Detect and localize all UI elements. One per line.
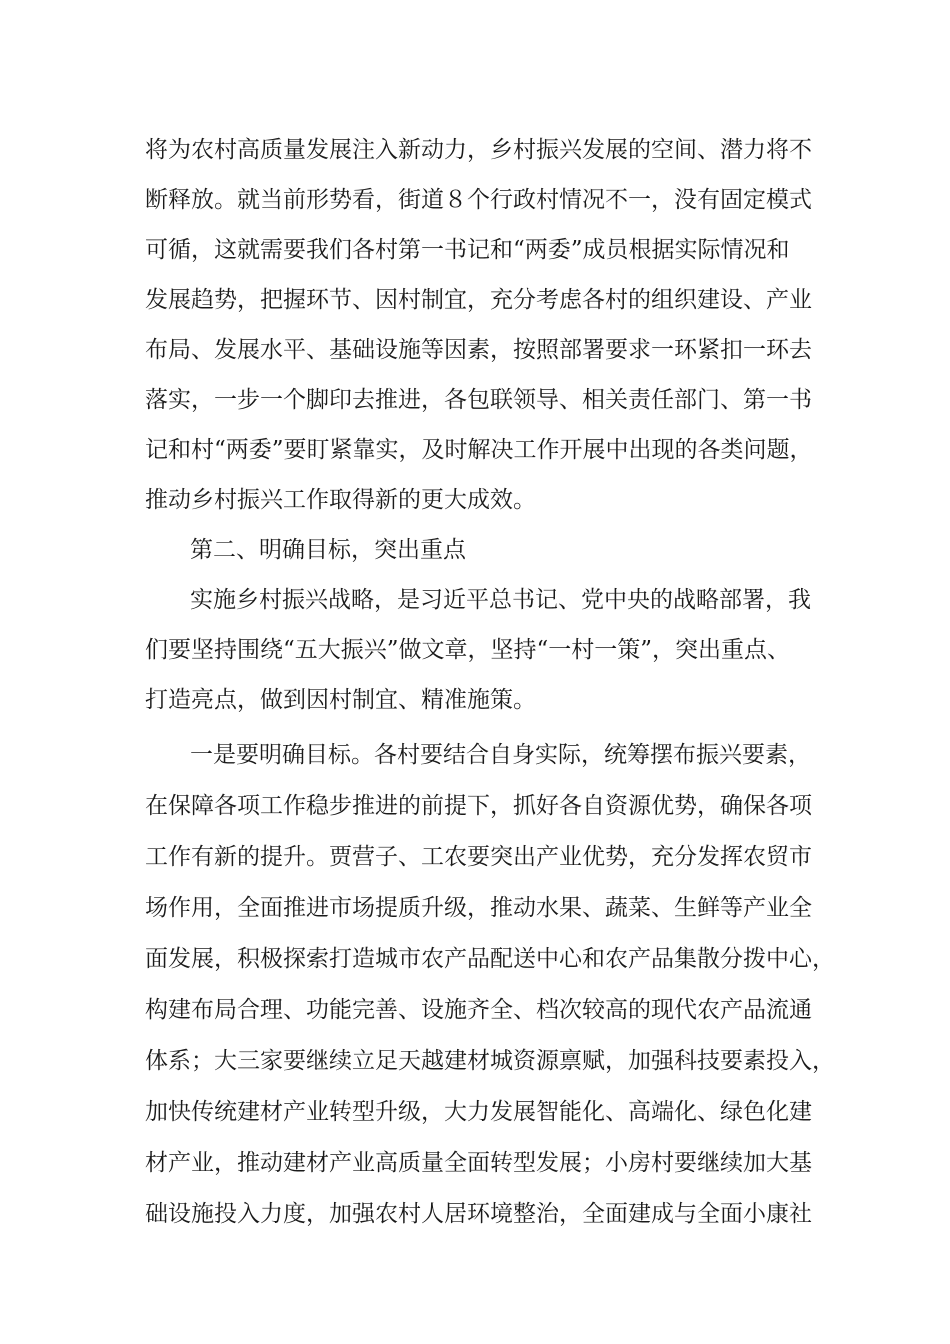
text-line: 一是要明确目标。各村要结合自身实际，统筹摆布振兴要素， bbox=[190, 742, 811, 768]
text-line: 加快传统建材产业转型升级，大力发展智能化、高端化、绿色化建 bbox=[145, 1099, 812, 1125]
text-line: 们要坚持围绕“五大振兴”做文章，坚持“一村一策”，突出重点、 bbox=[145, 637, 791, 663]
text-line: 记和村“两委”要盯紧靠实，及时解决工作开展中出现的各类问题， bbox=[145, 437, 813, 463]
text-line: 可循，这就需要我们各村第一书记和“两委”成员根据实际情况和 bbox=[145, 237, 790, 263]
text-line: 布局、发展水平、基础设施等因素，按照部署要求一环紧扣一环去 bbox=[145, 337, 812, 363]
text-line: 打造亮点，做到因村制宜、精准施策。 bbox=[145, 687, 536, 713]
text-line: 体系；大三家要继续立足天越建材城资源禀赋，加强科技要素投入， bbox=[145, 1048, 835, 1074]
text-line: 面发展，积极探索打造城市农产品配送中心和农产品集散分拨中心， bbox=[145, 946, 835, 972]
text-line: 发展趋势，把握环节、因村制宜，充分考虑各村的组织建设、产业 bbox=[145, 287, 812, 313]
text-line: 推动乡村振兴工作取得新的更大成效。 bbox=[145, 487, 536, 513]
text-line: 在保障各项工作稳步推进的前提下，抓好各自资源优势，确保各项 bbox=[145, 793, 812, 819]
text-line: 场作用，全面推进市场提质升级，推动水果、蔬菜、生鲜等产业全 bbox=[145, 895, 812, 921]
text-line: 构建布局合理、功能完善、设施齐全、档次较高的现代农产品流通 bbox=[145, 997, 812, 1023]
text-line: 工作有新的提升。贾营子、工农要突出产业优势，充分发挥农贸市 bbox=[145, 844, 812, 870]
section-heading: 第二、明确目标，突出重点 bbox=[190, 537, 466, 563]
text-line: 将为农村高质量发展注入新动力，乡村振兴发展的空间、潜力将不 bbox=[145, 137, 812, 163]
text-line: 础设施投入力度，加强农村人居环境整治，全面建成与全面小康社 bbox=[145, 1201, 812, 1227]
text-line: 材产业，推动建材产业高质量全面转型发展；小房村要继续加大基 bbox=[145, 1150, 812, 1176]
text-line: 实施乡村振兴战略，是习近平总书记、党中央的战略部署，我 bbox=[190, 587, 811, 613]
text-line: 断释放。就当前形势看，街道８个行政村情况不一，没有固定模式 bbox=[145, 187, 812, 213]
text-line: 落实，一步一个脚印去推进，各包联领导、相关责任部门、第一书 bbox=[145, 387, 812, 413]
